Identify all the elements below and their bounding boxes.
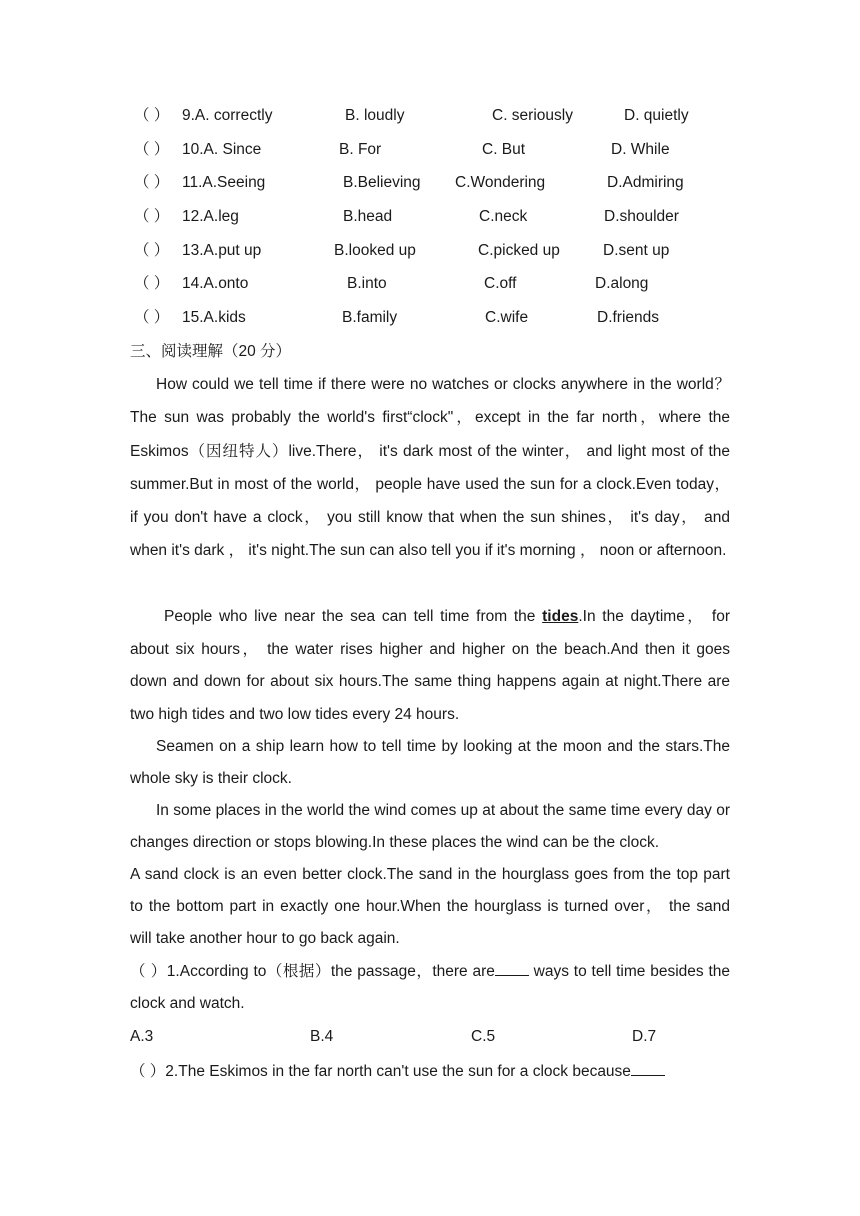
answer-bracket: （ ） bbox=[134, 309, 170, 326]
option-a: 12.A.leg bbox=[182, 208, 239, 225]
question-text: ways to tell time besides the clock and watch. bbox=[130, 963, 730, 1012]
passage-paragraph-5 bbox=[130, 859, 730, 955]
passage-text: .In the daytime， for about six hours， the water rises higher and higher on the beach.And then it goes down and down for about six hours.The same thing happens again at night.There are two high tides and two low tides every 24 hours. bbox=[130, 608, 730, 723]
q1-option-c: C.5 bbox=[471, 1028, 496, 1045]
passage-paragraph-3 bbox=[130, 731, 730, 795]
q1-option-d: D.7 bbox=[632, 1028, 657, 1045]
option-b: B.family bbox=[342, 309, 398, 326]
passage-text: How could we tell time if there were no watches or clocks anywhere in the world？The sun was probably the world's first“clock"，except in the far north，where the Eskimos（因纽特人）live.There， it's dark most of the winter， and light most of the summer.But in most of the world， people have used the sun for a clock.Even today， if you don't have a clock， you still know that when the sun shines， it's day， and when it's dark ， it's night.The sun can also tell you if it's morning ， noon or afternoon. bbox=[130, 376, 730, 560]
option-b: B. loudly bbox=[345, 107, 405, 124]
underlined-word-tides: tides bbox=[542, 608, 579, 625]
option-b: B.Believing bbox=[343, 174, 421, 191]
option-d: D.shoulder bbox=[604, 208, 679, 225]
option-b: B.looked up bbox=[334, 242, 416, 259]
passage-text: A sand clock is an even better clock.The sand in the hourglass goes from the top part to the bottom part in exactly one hour.When the hourglass is turned over， the sand will take another hour to go back again. bbox=[130, 866, 730, 947]
option-c: C.neck bbox=[479, 208, 528, 225]
passage-text: In some places in the world the wind comes up at about the same time every day or changes direction or stops blowing.In these places the wind can be the clock. bbox=[130, 802, 730, 851]
option-b: B.into bbox=[347, 275, 387, 292]
question-2 bbox=[130, 1060, 665, 1082]
question-text: （ ）2.The Eskimos in the far north can't use the sun for a clock because bbox=[130, 1063, 631, 1080]
option-d: D. While bbox=[611, 141, 670, 158]
question-1 bbox=[130, 956, 730, 1020]
option-a: 14.A.onto bbox=[182, 275, 249, 292]
passage-text: Seamen on a ship learn how to tell time by looking at the moon and the stars.The whole sky is their clock. bbox=[130, 738, 730, 787]
answer-bracket: （ ） bbox=[134, 275, 170, 292]
option-c: C.off bbox=[484, 275, 517, 292]
option-c: C.picked up bbox=[478, 242, 560, 259]
option-b: B.head bbox=[343, 208, 393, 225]
option-a: 10.A. Since bbox=[182, 141, 262, 158]
passage-text: People who live near the sea can tell time from the bbox=[164, 608, 543, 625]
answer-bracket: （ ） bbox=[134, 208, 170, 225]
option-d: D.Admiring bbox=[607, 174, 684, 191]
option-a: 13.A.put up bbox=[182, 242, 262, 259]
passage-paragraph-4 bbox=[130, 795, 730, 859]
passage-paragraph-1 bbox=[130, 368, 730, 568]
option-c: C.wife bbox=[485, 309, 529, 326]
option-d: D.friends bbox=[597, 309, 660, 326]
answer-blank[interactable] bbox=[631, 1060, 665, 1076]
option-c: C. seriously bbox=[492, 107, 573, 124]
answer-bracket: （ ） bbox=[134, 174, 170, 191]
section-title: 三、阅读理解（20 分） bbox=[130, 343, 292, 360]
option-c: C.Wondering bbox=[455, 174, 546, 191]
answer-blank[interactable] bbox=[495, 960, 529, 976]
passage-paragraph-2 bbox=[130, 601, 730, 731]
option-d: D.along bbox=[595, 275, 649, 292]
option-c: C. But bbox=[482, 141, 526, 158]
q1-option-b: B.4 bbox=[310, 1028, 334, 1045]
option-d: D.sent up bbox=[603, 242, 670, 259]
option-a: 11.A.Seeing bbox=[182, 174, 266, 191]
q1-option-a: A.3 bbox=[130, 1028, 154, 1045]
answer-bracket: （ ） bbox=[134, 141, 170, 158]
answer-bracket: （ ） bbox=[134, 107, 170, 124]
option-a: 15.A.kids bbox=[182, 309, 246, 326]
answer-bracket: （ ） bbox=[134, 242, 170, 259]
option-b: B. For bbox=[339, 141, 382, 158]
question-text: （ ）1.According to（根据）the passage，there are bbox=[130, 963, 495, 980]
option-a: 9.A. correctly bbox=[182, 107, 273, 124]
option-d: D. quietly bbox=[624, 107, 689, 124]
